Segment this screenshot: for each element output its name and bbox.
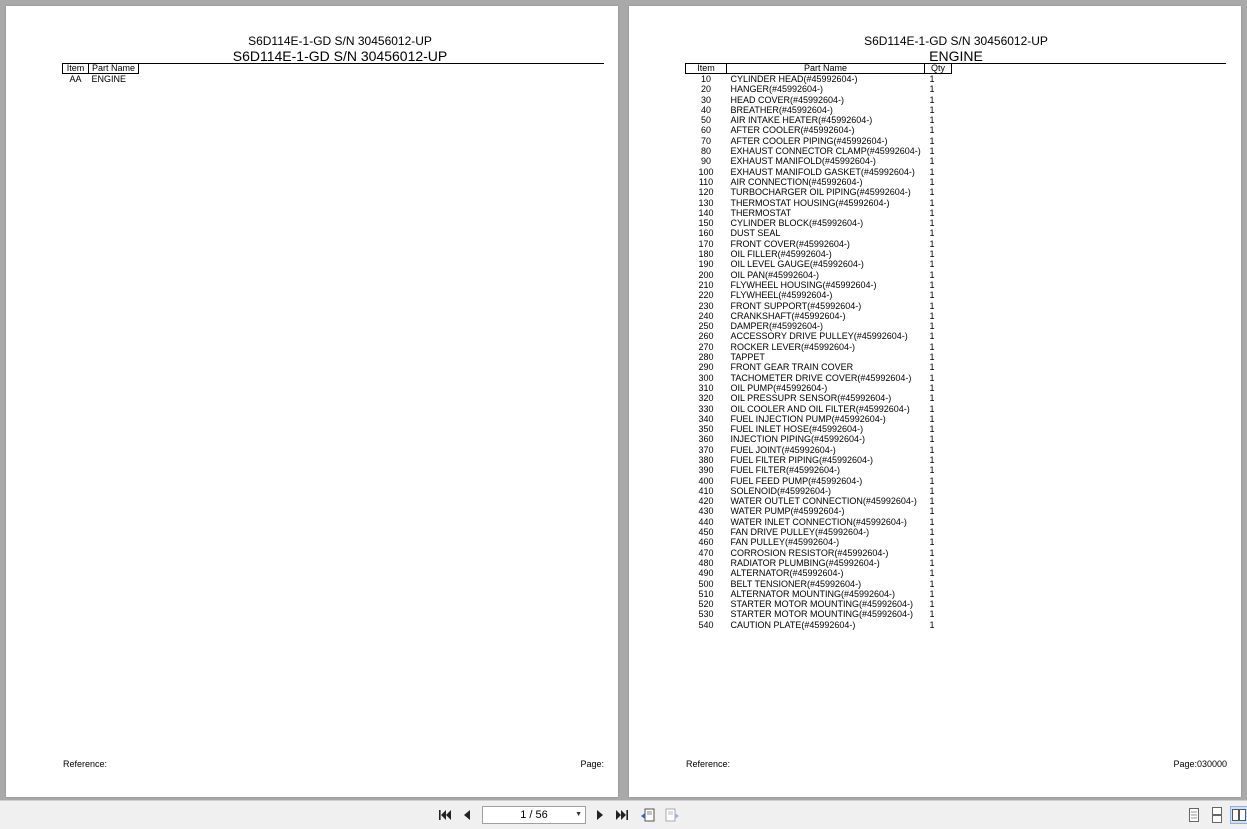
cell-name: BREATHER(#45992604-) [730, 104, 833, 115]
cell-qty: 1 [929, 496, 935, 507]
cell-qty: 1 [929, 187, 935, 198]
cell-qty: 1 [929, 506, 935, 517]
cell-qty: 1 [929, 465, 935, 476]
column-header-part-name: Part Name [727, 64, 925, 74]
cell-item: 60 [700, 125, 711, 136]
cell-qty: 1 [929, 269, 935, 280]
cell-qty: 1 [929, 362, 935, 373]
cell-qty: 1 [929, 547, 935, 558]
right-parts-table [685, 63, 952, 630]
cell-qty: 1 [929, 599, 935, 610]
cell-name: ROCKER LEVER(#45992604-) [730, 341, 856, 352]
left-document-page [6, 6, 618, 797]
cell-qty: 1 [929, 94, 935, 105]
cell-name: TACHOMETER DRIVE COVER(#45992604-) [730, 372, 912, 383]
cell-item: 390 [698, 465, 714, 476]
cell-name: STARTER MOTOR MOUNTING(#45992604-) [730, 599, 914, 610]
cell-item: 210 [698, 279, 714, 290]
left-parts-rows [63, 74, 139, 85]
cell-item: 130 [698, 197, 714, 208]
cell-qty: 1 [929, 238, 935, 249]
table-row [686, 249, 952, 259]
cell-name: FAN PULLEY(#45992604-) [730, 537, 840, 548]
cell-name: CAUTION PLATE(#45992604-) [730, 619, 856, 630]
cell-qty: 1 [929, 527, 935, 538]
next-page-icon[interactable] [592, 807, 608, 823]
table-row [686, 177, 952, 187]
cell-name: DUST SEAL [730, 228, 781, 239]
cell-item: 430 [698, 506, 714, 517]
cell-qty: 1 [929, 249, 935, 260]
cell-qty: 1 [929, 609, 935, 620]
cell-name: CORROSION RESISTOR(#45992604-) [730, 547, 889, 558]
cell-qty: 1 [929, 352, 935, 363]
table-row [686, 290, 952, 300]
cell-qty: 1 [929, 434, 935, 445]
cell-item: 380 [698, 454, 714, 465]
table-row [686, 537, 952, 547]
cell-item: 160 [698, 228, 714, 239]
cell-item: 250 [698, 321, 714, 332]
left-reference-label: Reference: [63, 759, 108, 769]
cell-item: 320 [698, 393, 714, 404]
cell-item: 260 [698, 331, 714, 342]
column-header-item: Item [63, 64, 89, 74]
cell-name: EXHAUST CONNECTOR CLAMP(#45992604-) [730, 146, 921, 157]
table-row [686, 331, 952, 341]
cell-qty: 1 [929, 228, 935, 239]
table-row [686, 568, 952, 578]
table-row [686, 125, 952, 135]
cell-name: AIR CONNECTION(#45992604-) [730, 176, 863, 187]
cell-item: 350 [698, 424, 714, 435]
left-page-header-line2: S6D114E-1-GD S/N 30456012-UP [232, 48, 448, 64]
cell-qty: 1 [929, 341, 935, 352]
cell-name: TAPPET [730, 352, 765, 363]
table-row [686, 527, 952, 537]
cell-name: FAN DRIVE PULLEY(#45992604-) [730, 527, 870, 538]
go-forward-icon[interactable] [664, 807, 680, 823]
cell-item: 90 [700, 156, 711, 167]
table-row [686, 486, 952, 496]
table-row [686, 352, 952, 362]
table-row [686, 609, 952, 619]
table-row [686, 259, 952, 269]
table-row [686, 156, 952, 166]
cell-qty: 1 [929, 537, 935, 548]
continuous-view-icon[interactable] [1209, 807, 1225, 823]
cell-item: 470 [698, 547, 714, 558]
table-row [686, 167, 952, 177]
cell-name: CYLINDER HEAD(#45992604-) [730, 74, 858, 84]
right-reference-label: Reference: [686, 759, 731, 769]
chevron-down-icon[interactable]: ▼ [575, 811, 582, 818]
cell-item: 100 [698, 166, 714, 177]
cell-item: 530 [698, 609, 714, 620]
cell-name: OIL COOLER AND OIL FILTER(#45992604-) [730, 403, 910, 414]
table-row [686, 445, 952, 455]
table-row [686, 362, 952, 372]
cell-name: TURBOCHARGER OIL PIPING(#45992604-) [730, 187, 911, 198]
cell-name: ACCESSORY DRIVE PULLEY(#45992604-) [730, 331, 908, 342]
cell-qty: 1 [929, 290, 935, 301]
cell-item: AA [69, 74, 82, 84]
cell-name: SOLENOID(#45992604-) [730, 485, 832, 496]
cell-name: RADIATOR PLUMBING(#45992604-) [730, 557, 880, 568]
cell-item: 290 [698, 362, 714, 373]
cell-qty: 1 [929, 207, 935, 218]
cell-name: DAMPER(#45992604-) [730, 321, 824, 332]
cell-name: EXHAUST MANIFOLD GASKET(#45992604-) [730, 166, 915, 177]
cell-qty: 1 [929, 104, 935, 115]
table-row [686, 476, 952, 486]
cell-item: 310 [698, 382, 714, 393]
cell-item: 80 [700, 146, 711, 157]
cell-qty: 1 [929, 403, 935, 414]
cell-item: 450 [698, 527, 714, 538]
cell-name: FUEL INLET HOSE(#45992604-) [730, 424, 864, 435]
cell-item: 240 [698, 310, 714, 321]
cell-item: 170 [698, 238, 714, 249]
cell-item: 140 [698, 207, 714, 218]
right-page-header-line1: S6D114E-1-GD S/N 30456012-UP [864, 34, 1048, 48]
cell-name: FUEL FEED PUMP(#45992604-) [730, 475, 863, 486]
table-row [686, 146, 952, 156]
two-page-view-icon[interactable] [1231, 807, 1247, 823]
cell-name: CRANKSHAFT(#45992604-) [730, 310, 846, 321]
cell-qty: 1 [929, 424, 935, 435]
cell-name: FUEL JOINT(#45992604-) [730, 444, 836, 455]
cell-item: 360 [698, 434, 714, 445]
cell-name: ALTERNATOR(#45992604-) [730, 568, 844, 579]
right-parts-rows [686, 74, 952, 631]
cell-qty: 1 [929, 588, 935, 599]
table-row [63, 74, 139, 85]
cell-qty: 1 [929, 475, 935, 486]
cell-item: 40 [700, 104, 711, 115]
table-row [686, 136, 952, 146]
cell-item: 410 [698, 485, 714, 496]
cell-item: 270 [698, 341, 714, 352]
cell-name: AIR INTAKE HEATER(#45992604-) [730, 115, 873, 126]
table-row [686, 558, 952, 568]
left-parts-table [62, 63, 139, 84]
column-header-part-name: Part Name [89, 64, 139, 74]
cell-item: 20 [700, 84, 711, 95]
last-page-icon[interactable] [614, 807, 630, 823]
cell-name: OIL FILLER(#45992604-) [730, 249, 832, 260]
cell-item: 280 [698, 352, 714, 363]
cell-name: AFTER COOLER PIPING(#45992604-) [730, 135, 888, 146]
table-row [686, 187, 952, 197]
first-page-icon[interactable] [437, 807, 453, 823]
cell-name: FUEL FILTER PIPING(#45992604-) [730, 454, 874, 465]
cell-item: 520 [698, 599, 714, 610]
cell-qty: 1 [929, 485, 935, 496]
cell-item: 540 [698, 619, 714, 630]
cell-qty: 1 [929, 619, 935, 630]
cell-name: AFTER COOLER(#45992604-) [730, 125, 855, 136]
table-row [686, 496, 952, 506]
table-row [686, 228, 952, 238]
table-row [686, 517, 952, 527]
cell-qty: 1 [929, 197, 935, 208]
cell-qty: 1 [929, 135, 935, 146]
cell-name: WATER OUTLET CONNECTION(#45992604-) [730, 496, 917, 507]
cell-name: BELT TENSIONER(#45992604-) [730, 578, 862, 589]
cell-qty: 1 [929, 74, 935, 84]
cell-name: INJECTION PIPING(#45992604-) [730, 434, 866, 445]
cell-qty: 1 [929, 176, 935, 187]
cell-qty: 1 [929, 557, 935, 568]
cell-qty: 1 [929, 146, 935, 157]
cell-item: 50 [700, 115, 711, 126]
column-header-item: Item [686, 64, 727, 74]
table-row [686, 321, 952, 331]
cell-qty: 1 [929, 372, 935, 383]
cell-qty: 1 [929, 516, 935, 527]
cell-name: FUEL INJECTION PUMP(#45992604-) [730, 413, 886, 424]
cell-item: 150 [698, 218, 714, 229]
right-page-label: Page:030000 [1173, 759, 1227, 769]
cell-qty: 1 [929, 444, 935, 455]
table-row [686, 270, 952, 280]
cell-name: WATER INLET CONNECTION(#45992604-) [730, 516, 907, 527]
cell-item: 420 [698, 496, 714, 507]
table-row [686, 548, 952, 558]
cell-name: OIL PRESSUPR SENSOR(#45992604-) [730, 393, 892, 404]
cell-item: 480 [698, 557, 714, 568]
table-row [686, 311, 952, 321]
table-row [686, 506, 952, 516]
cell-qty: 1 [929, 331, 935, 342]
cell-item: 220 [698, 290, 714, 301]
table-row [686, 373, 952, 383]
cell-item: 490 [698, 568, 714, 579]
cell-item: 200 [698, 269, 714, 280]
table-row [686, 342, 952, 352]
cell-name: ALTERNATOR MOUNTING(#45992604-) [730, 588, 896, 599]
table-row [686, 579, 952, 589]
cell-item: 300 [698, 372, 714, 383]
cell-qty: 1 [929, 413, 935, 424]
cell-qty: 1 [929, 382, 935, 393]
page-number-field[interactable] [482, 806, 586, 824]
cell-name: STARTER MOTOR MOUNTING(#45992604-) [730, 609, 914, 620]
cell-item: 30 [700, 94, 711, 105]
cell-name: OIL LEVEL GAUGE(#45992604-) [730, 259, 864, 270]
cell-name: WATER PUMP(#45992604-) [730, 506, 845, 517]
cell-item: 10 [700, 74, 711, 84]
cell-item: 340 [698, 413, 714, 424]
cell-name: THERMOSTAT HOUSING(#45992604-) [730, 197, 890, 208]
cell-qty: 1 [929, 156, 935, 167]
table-row [686, 84, 952, 94]
cell-qty: 1 [929, 568, 935, 579]
cell-item: 110 [698, 176, 714, 187]
table-row [686, 455, 952, 465]
table-row [686, 465, 952, 475]
cell-qty: 1 [929, 84, 935, 95]
table-row [686, 95, 952, 105]
cell-item: 330 [698, 403, 714, 414]
table-row [686, 208, 952, 218]
cell-item: 120 [698, 187, 714, 198]
table-row [686, 404, 952, 414]
right-document-page [629, 6, 1241, 797]
cell-qty: 1 [929, 166, 935, 177]
left-header-rule [62, 63, 604, 64]
cell-qty: 1 [929, 310, 935, 321]
cell-name: OIL PAN(#45992604-) [730, 269, 820, 280]
table-row [686, 198, 952, 208]
cell-name: THERMOSTAT [730, 207, 792, 218]
cell-item: 440 [698, 516, 714, 527]
cell-qty: 1 [929, 393, 935, 404]
table-row [686, 424, 952, 434]
cell-item: 230 [698, 300, 714, 311]
table-row [686, 414, 952, 424]
cell-name: EXHAUST MANIFOLD(#45992604-) [730, 156, 876, 167]
cell-item: 460 [698, 537, 714, 548]
cell-name: FUEL FILTER(#45992604-) [730, 465, 841, 476]
table-row [686, 218, 952, 228]
cell-name: OIL PUMP(#45992604-) [730, 382, 828, 393]
cell-qty: 1 [929, 279, 935, 290]
table-row [686, 105, 952, 115]
cell-item: 180 [698, 249, 714, 260]
right-page-header-line2: ENGINE [929, 48, 983, 64]
viewer-toolbar [0, 800, 1247, 829]
cell-item: 400 [698, 475, 714, 486]
table-row [686, 620, 952, 630]
table-row [686, 74, 952, 85]
table-row [686, 599, 952, 609]
cell-item: 190 [698, 259, 714, 270]
cell-qty: 1 [929, 125, 935, 136]
cell-qty: 1 [929, 300, 935, 311]
cell-qty: 1 [929, 578, 935, 589]
cell-qty: 1 [929, 454, 935, 465]
table-row [686, 280, 952, 290]
table-row [686, 239, 952, 249]
cell-name: FRONT SUPPORT(#45992604-) [730, 300, 862, 311]
table-row [686, 434, 952, 444]
table-row [686, 383, 952, 393]
page-indicator: 1 / 56 [520, 809, 548, 821]
cell-qty: 1 [929, 218, 935, 229]
cell-name: HANGER(#45992604-) [730, 84, 824, 95]
left-page-label: Page: [580, 759, 604, 769]
table-row [686, 115, 952, 125]
go-back-icon[interactable] [640, 807, 656, 823]
table-row [686, 393, 952, 403]
cell-item: 370 [698, 444, 714, 455]
previous-page-icon[interactable] [459, 807, 475, 823]
cell-name: FLYWHEEL(#45992604-) [730, 290, 833, 301]
cell-qty: 1 [929, 259, 935, 270]
single-page-view-icon[interactable] [1186, 807, 1202, 823]
column-header-qty: Qty [925, 64, 952, 74]
table-row [686, 301, 952, 311]
cell-name: FRONT GEAR TRAIN COVER [730, 362, 854, 373]
cell-item: 510 [698, 588, 714, 599]
cell-name: FLYWHEEL HOUSING(#45992604-) [730, 279, 877, 290]
cell-qty: 1 [929, 321, 935, 332]
cell-qty: 1 [929, 115, 935, 126]
cell-name: CYLINDER BLOCK(#45992604-) [730, 218, 864, 229]
cell-item: 500 [698, 578, 714, 589]
cell-name: HEAD COVER(#45992604-) [730, 94, 845, 105]
cell-name: ENGINE [91, 74, 127, 84]
cell-name: FRONT COVER(#45992604-) [730, 238, 850, 249]
cell-item: 70 [700, 135, 711, 146]
table-row [686, 589, 952, 599]
left-page-header-line1: S6D114E-1-GD S/N 30456012-UP [248, 34, 432, 48]
